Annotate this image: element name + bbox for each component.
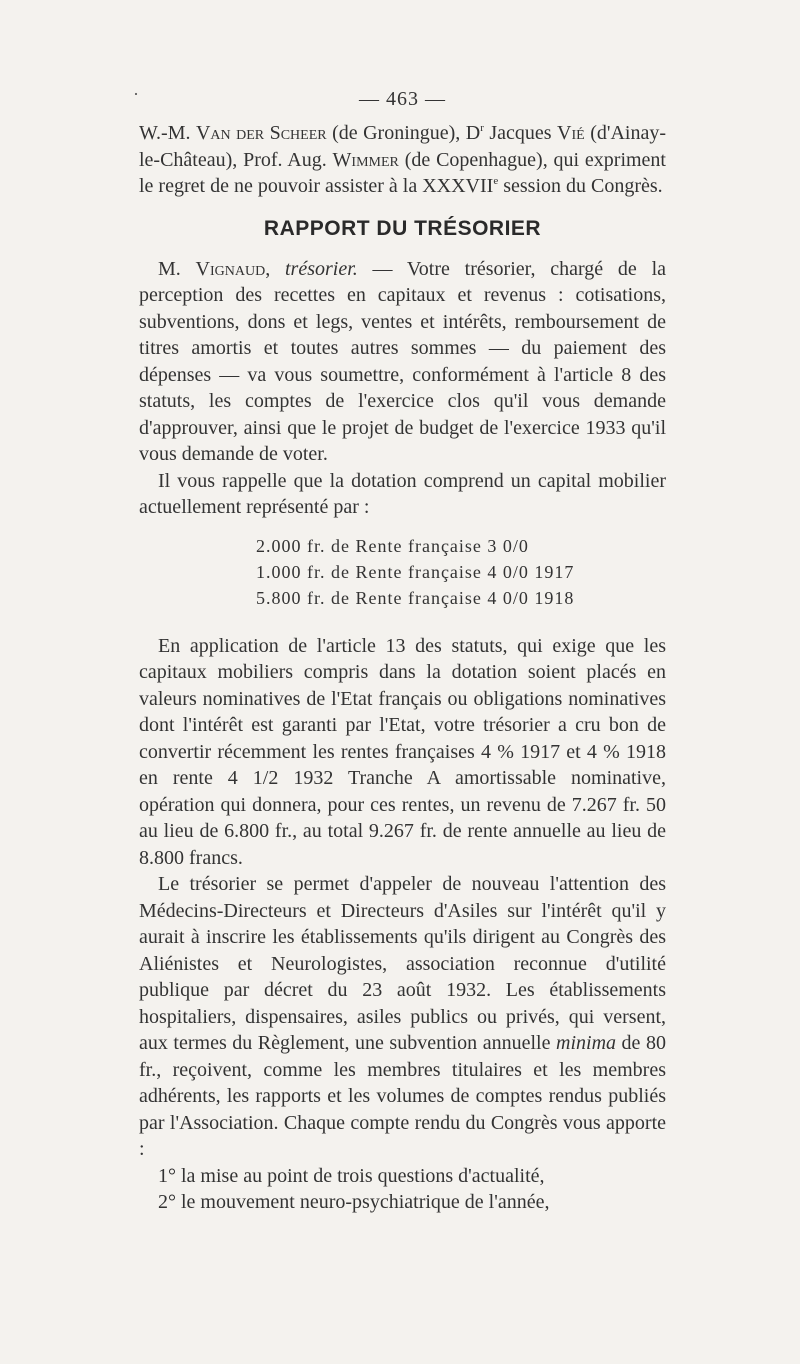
- opening-text: (d'Ainay-le-Château), Prof. Aug.: [139, 122, 666, 171]
- report-paragraph: M. Vignaud, trésorier. — Votre trésorier, chargé de la perception des recettes en capitaux et revenus : cotisations, subventions, dons et legs, ventes et intérêts, remboursement de titres amortis et toutes autres sommes — du paiement des dépenses — va vous soumettre, conformément à l'article 8 des statuts, les comptes de l'exercice clos qu'il vous demande d'approuver, ainsi que le projet de budget de l'exercice 1933 qu'il vous demande de voter.: [139, 257, 666, 465]
- opening-paragraph: [139, 120, 666, 200]
- holding-item: 2.000 fr. de Rente française 3 0/0: [256, 535, 529, 556]
- list-item: 2° le mouvement neuro-psychiatrique de l'année,: [158, 1191, 550, 1213]
- opening-text: W.-M.: [139, 122, 196, 144]
- list-item: 1° la mise au point de trois questions d'actualité,: [158, 1164, 545, 1187]
- page-number: — 463 —: [359, 88, 446, 110]
- dotation-intro: Il vous rappelle que la dotation comprend un capital mobilier actuellement représenté par :: [139, 469, 666, 518]
- attention-paragraph: [139, 871, 666, 1163]
- holdings-list: [139, 533, 666, 611]
- person-name: Van der Scheer: [195, 122, 327, 144]
- application-paragraph: En application de l'article 13 des statuts, qui exige que les capitaux mobiliers compris dans la dotation soient placés en valeurs nominatives de l'Etat français ou obligations nominatives dont l'intérêt est garanti par l'Etat, votre trésorier a cru bon de convertir récemment les rentes françaises 4 % 1917 et 4 % 1918 en rente 4 1/2 1932 Tranche A amortissable nominative, opération qui donnera, pour ces rentes, un revenu de 7.267 fr. 50 au lieu de 6.800 fr., au total 9.267 fr. de rente annuelle au lieu de 8.800 francs.: [139, 634, 666, 869]
- opening-text: Jacques: [483, 122, 558, 144]
- attention-text: de 80 fr., reçoivent, comme les membres titulaires et les membres adhérents, les rapports et les volumes de comptes rendus publiés par l'Association. Chaque compte rendu du Congrès vous apporte :: [139, 1032, 666, 1160]
- opening-text: session du Congrès.: [498, 175, 663, 197]
- speaker-role: trésorier.: [284, 257, 358, 280]
- attention-text: Le trésorier se permet d'appeler de nouveau l'attention des Médecins-Directeurs et Directeurs d'Asiles sur l'intérêt qu'il y aurait à inscrire les établissements qu'ils dirigent au Congrès des Aliénistes et Neurologistes, association reconnue d'utilité publique par décret du 23 août 1932. Les établissements hospitaliers, dispensaires, asiles publics ou privés, qui versent, aux termes du Règlement, une subvention annuelle: [139, 873, 666, 1054]
- section-title: RAPPORT DU TRÉSORIER: [263, 216, 542, 240]
- report-body: — Votre trésorier, chargé de la perception des recettes en capitaux et revenus : cotisations, subventions, dons et legs, ventes et intérêts, remboursement de titres amortis et toutes autres sommes — du paiement des dépenses — va vous soumettre, conformément à l'article 8 des statuts, les comptes de l'exercice clos qu'il vous demande d'approuver, ainsi que le projet de budget de l'exercice 1933 qu'il vous demande de voter.: [139, 257, 666, 465]
- person-name: Vié: [557, 122, 585, 144]
- speaker-name: Vignaud: [195, 257, 266, 280]
- numbered-list: [139, 1163, 666, 1216]
- emphasis-word: minima: [556, 1032, 617, 1054]
- superscript: r: [480, 122, 484, 134]
- book-page: [139, 84, 666, 1216]
- opening-text: (de Copenhague), qui expriment le regret de ne pouvoir assister à la XXXVII: [139, 148, 666, 197]
- holding-item: 1.000 fr. de Rente française 4 0/0 1917: [256, 561, 575, 582]
- holding-item: 5.800 fr. de Rente française 4 0/0 1918: [256, 587, 575, 608]
- opening-text: (de Groningue), D: [326, 122, 481, 144]
- report-lead: M.: [158, 257, 196, 280]
- stray-dot-mark: ·: [133, 84, 139, 104]
- person-name: Wimmer: [332, 148, 399, 171]
- superscript: e: [493, 175, 499, 187]
